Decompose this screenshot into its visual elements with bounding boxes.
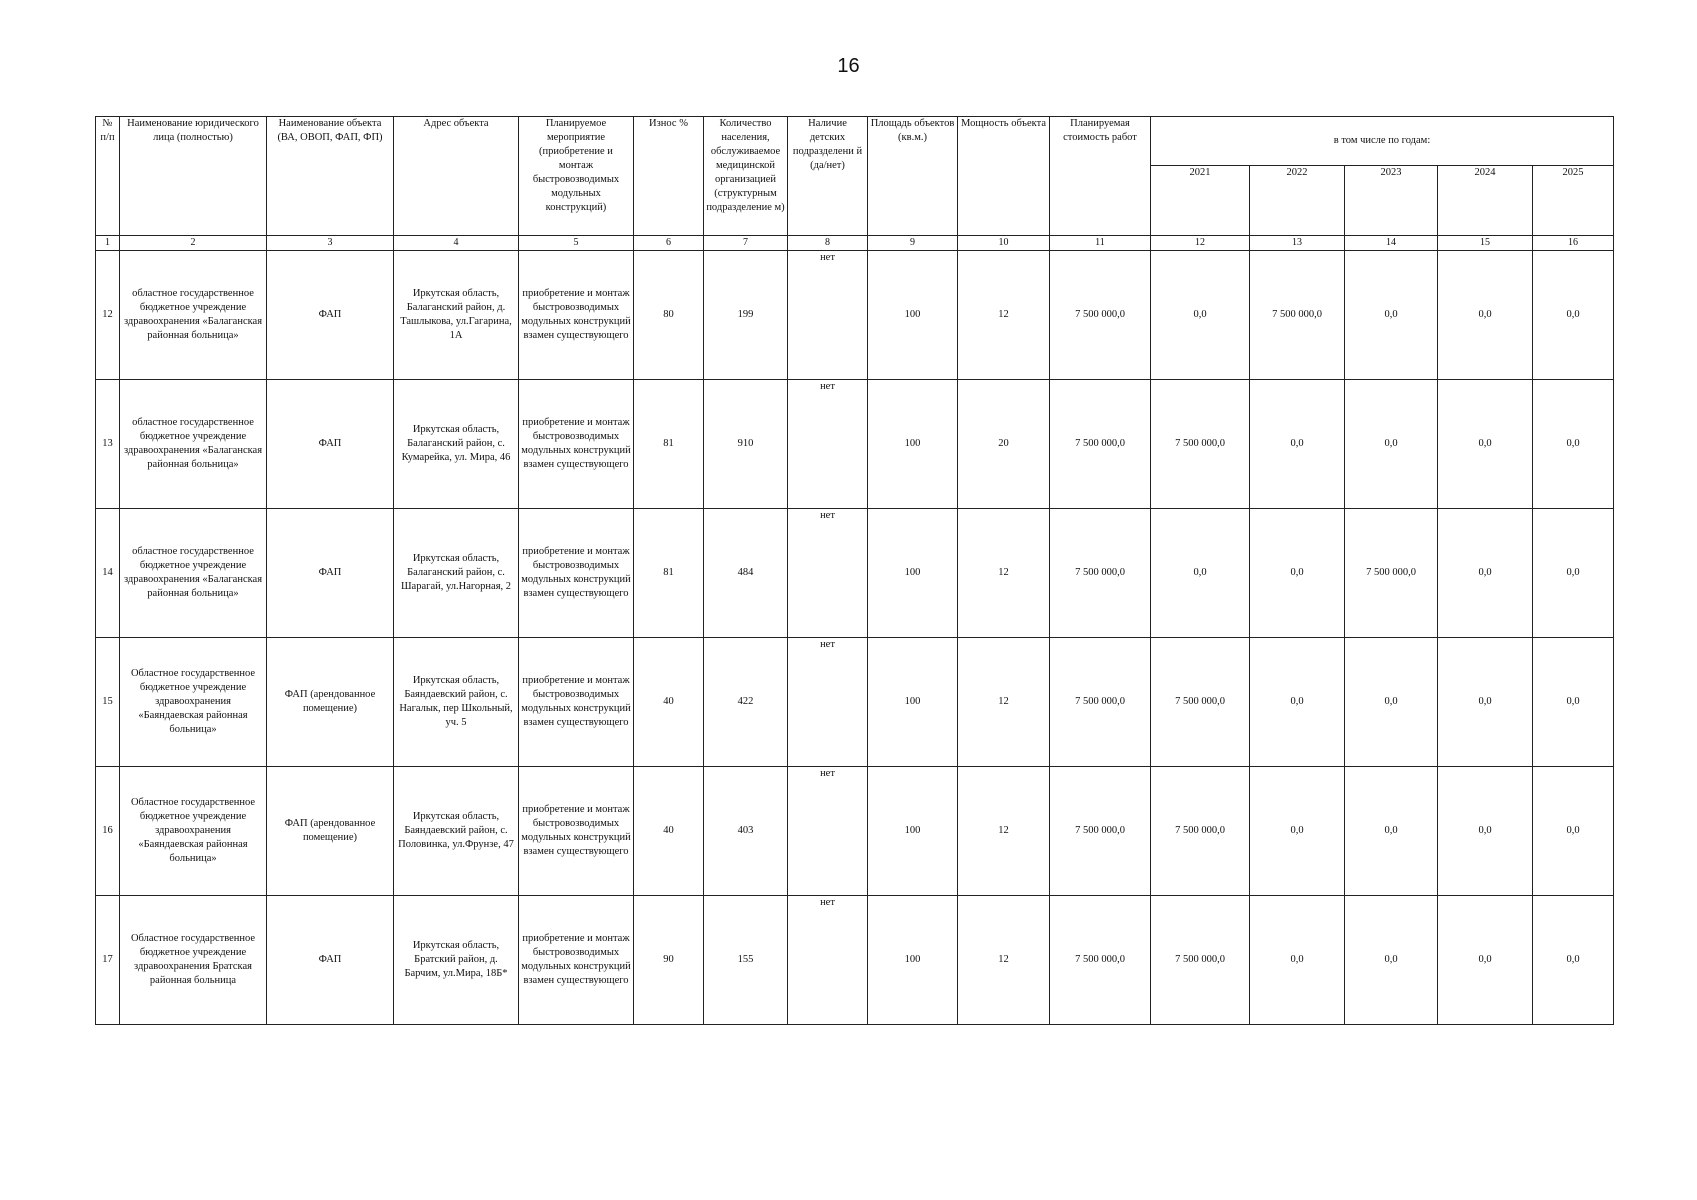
row-y2025: 0,0 (1533, 767, 1614, 896)
row-y2023: 0,0 (1345, 380, 1438, 509)
header-year-2022: 2022 (1250, 166, 1345, 236)
facilities-table (95, 116, 1614, 1025)
row-area: 100 (868, 380, 958, 509)
row-measure: приобретение и монтаж быстровозводимых модульных конструкций взамен существующего (519, 251, 634, 380)
header-population: Количество населения, обслуживаемое медицинской организацией (структурным подразделение м) (704, 117, 788, 236)
row-org: Областное государственное бюджетное учреждение здравоохранения «Баяндаевская районная больница» (120, 638, 267, 767)
row-y2024: 0,0 (1438, 638, 1533, 767)
row-measure: приобретение и монтаж быстровозводимых модульных конструкций взамен существующего (519, 509, 634, 638)
row-y2022: 0,0 (1250, 509, 1345, 638)
row-measure: приобретение и монтаж быстровозводимых модульных конструкций взамен существующего (519, 380, 634, 509)
row-cost: 7 500 000,0 (1050, 896, 1151, 1025)
table-row (96, 251, 1614, 380)
row-objtype: ФАП (арендованное помещение) (267, 638, 394, 767)
row-children: нет (788, 767, 868, 896)
row-num: 13 (96, 380, 120, 509)
row-y2024: 0,0 (1438, 767, 1533, 896)
row-capacity: 20 (958, 380, 1050, 509)
row-y2023: 0,0 (1345, 767, 1438, 896)
row-objtype: ФАП (267, 509, 394, 638)
row-objtype: ФАП (267, 896, 394, 1025)
row-y2023: 0,0 (1345, 251, 1438, 380)
column-number: 16 (1533, 236, 1614, 251)
row-y2022: 0,0 (1250, 638, 1345, 767)
row-y2023: 0,0 (1345, 896, 1438, 1025)
row-cost: 7 500 000,0 (1050, 767, 1151, 896)
column-number: 4 (394, 236, 519, 251)
row-wear: 40 (634, 767, 704, 896)
header-area: Площадь объектов (кв.м.) (868, 117, 958, 236)
row-y2025: 0,0 (1533, 509, 1614, 638)
table-row (96, 896, 1614, 1025)
row-area: 100 (868, 638, 958, 767)
row-population: 422 (704, 638, 788, 767)
header-year-2024: 2024 (1438, 166, 1533, 236)
row-org: областное государственное бюджетное учреждение здравоохранения «Балаганская районная больница» (120, 509, 267, 638)
row-capacity: 12 (958, 896, 1050, 1025)
row-y2025: 0,0 (1533, 251, 1614, 380)
column-number: 6 (634, 236, 704, 251)
row-org: Областное государственное бюджетное учреждение здравоохранения Братская районная больница (120, 896, 267, 1025)
row-area: 100 (868, 896, 958, 1025)
row-y2024: 0,0 (1438, 896, 1533, 1025)
column-number: 8 (788, 236, 868, 251)
row-address: Иркутская область, Балаганский район, д. Ташлыкова, ул.Гагарина, 1А (394, 251, 519, 380)
column-number: 5 (519, 236, 634, 251)
row-objtype: ФАП (267, 251, 394, 380)
row-y2025: 0,0 (1533, 638, 1614, 767)
row-num: 14 (96, 509, 120, 638)
header-year-2021: 2021 (1151, 166, 1250, 236)
row-objtype: ФАП (арендованное помещение) (267, 767, 394, 896)
row-address: Иркутская область, Братский район, д. Барчим, ул.Мира, 18Б* (394, 896, 519, 1025)
row-y2022: 0,0 (1250, 767, 1345, 896)
row-population: 484 (704, 509, 788, 638)
column-number: 12 (1151, 236, 1250, 251)
column-number: 7 (704, 236, 788, 251)
row-children: нет (788, 380, 868, 509)
row-capacity: 12 (958, 767, 1050, 896)
row-cost: 7 500 000,0 (1050, 251, 1151, 380)
row-y2024: 0,0 (1438, 509, 1533, 638)
header-wear: Износ % (634, 117, 704, 236)
column-number: 14 (1345, 236, 1438, 251)
column-number: 11 (1050, 236, 1151, 251)
row-wear: 90 (634, 896, 704, 1025)
row-capacity: 12 (958, 251, 1050, 380)
column-number: 10 (958, 236, 1050, 251)
page-number: 16 (837, 55, 860, 77)
row-y2021: 0,0 (1151, 509, 1250, 638)
header-org: Наименование юридического лица (полностью) (120, 117, 267, 236)
row-population: 199 (704, 251, 788, 380)
row-population: 403 (704, 767, 788, 896)
table-row (96, 767, 1614, 896)
column-number-row (96, 236, 1614, 251)
row-y2025: 0,0 (1533, 380, 1614, 509)
row-y2021: 7 500 000,0 (1151, 767, 1250, 896)
row-measure: приобретение и монтаж быстровозводимых модульных конструкций взамен существующего (519, 638, 634, 767)
row-y2024: 0,0 (1438, 380, 1533, 509)
row-objtype: ФАП (267, 380, 394, 509)
column-number: 2 (120, 236, 267, 251)
header-year-2025: 2025 (1533, 166, 1614, 236)
row-y2022: 0,0 (1250, 896, 1345, 1025)
row-children: нет (788, 251, 868, 380)
row-num: 12 (96, 251, 120, 380)
table-row (96, 380, 1614, 509)
row-population: 910 (704, 380, 788, 509)
header-years-title: в том числе по годам: (1151, 117, 1614, 166)
header-objtype: Наименование объекта (ВА, ОВОП, ФАП, ФП) (267, 117, 394, 236)
row-y2023: 0,0 (1345, 638, 1438, 767)
row-num: 15 (96, 638, 120, 767)
header-capacity: Мощность объекта (958, 117, 1050, 236)
row-wear: 80 (634, 251, 704, 380)
row-measure: приобретение и монтаж быстровозводимых модульных конструкций взамен существующего (519, 896, 634, 1025)
column-number: 1 (96, 236, 120, 251)
row-y2021: 7 500 000,0 (1151, 896, 1250, 1025)
row-y2021: 7 500 000,0 (1151, 638, 1250, 767)
row-wear: 81 (634, 509, 704, 638)
row-y2023: 7 500 000,0 (1345, 509, 1438, 638)
row-address: Иркутская область, Балаганский район, с. Шарагай, ул.Нагорная, 2 (394, 509, 519, 638)
column-number: 3 (267, 236, 394, 251)
header-measure: Планируемое мероприятие (приобретение и монтаж быстровозводимых модульных конструкций) (519, 117, 634, 236)
row-cost: 7 500 000,0 (1050, 638, 1151, 767)
row-area: 100 (868, 767, 958, 896)
row-children: нет (788, 896, 868, 1025)
row-cost: 7 500 000,0 (1050, 380, 1151, 509)
row-y2022: 7 500 000,0 (1250, 251, 1345, 380)
row-children: нет (788, 638, 868, 767)
row-population: 155 (704, 896, 788, 1025)
row-capacity: 12 (958, 638, 1050, 767)
row-measure: приобретение и монтаж быстровозводимых модульных конструкций взамен существующего (519, 767, 634, 896)
header-address: Адрес объекта (394, 117, 519, 236)
row-address: Иркутская область, Баяндаевский район, с. Нагалык, пер Школьный, уч. 5 (394, 638, 519, 767)
column-number: 13 (1250, 236, 1345, 251)
header-children: Наличие детских подразделени й (да/нет) (788, 117, 868, 236)
row-capacity: 12 (958, 509, 1050, 638)
row-num: 17 (96, 896, 120, 1025)
row-num: 16 (96, 767, 120, 896)
row-org: областное государственное бюджетное учреждение здравоохранения «Балаганская районная больница» (120, 251, 267, 380)
header-cost: Планируемая стоимость работ (1050, 117, 1151, 236)
header-year-2023: 2023 (1345, 166, 1438, 236)
row-address: Иркутская область, Баяндаевский район, с. Половинка, ул.Фрунзе, 47 (394, 767, 519, 896)
row-cost: 7 500 000,0 (1050, 509, 1151, 638)
row-area: 100 (868, 509, 958, 638)
row-org: Областное государственное бюджетное учреждение здравоохранения «Баяндаевская районная больница» (120, 767, 267, 896)
column-number: 9 (868, 236, 958, 251)
row-area: 100 (868, 251, 958, 380)
row-wear: 81 (634, 380, 704, 509)
header-num: № п/п (96, 117, 120, 236)
row-address: Иркутская область, Балаганский район, с. Кумарейка, ул. Мира, 46 (394, 380, 519, 509)
row-y2024: 0,0 (1438, 251, 1533, 380)
row-wear: 40 (634, 638, 704, 767)
row-y2025: 0,0 (1533, 896, 1614, 1025)
row-y2021: 0,0 (1151, 251, 1250, 380)
table-row (96, 638, 1614, 767)
row-children: нет (788, 509, 868, 638)
table-row (96, 509, 1614, 638)
row-y2022: 0,0 (1250, 380, 1345, 509)
row-org: областное государственное бюджетное учреждение здравоохранения «Балаганская районная больница» (120, 380, 267, 509)
row-y2021: 7 500 000,0 (1151, 380, 1250, 509)
column-number: 15 (1438, 236, 1533, 251)
